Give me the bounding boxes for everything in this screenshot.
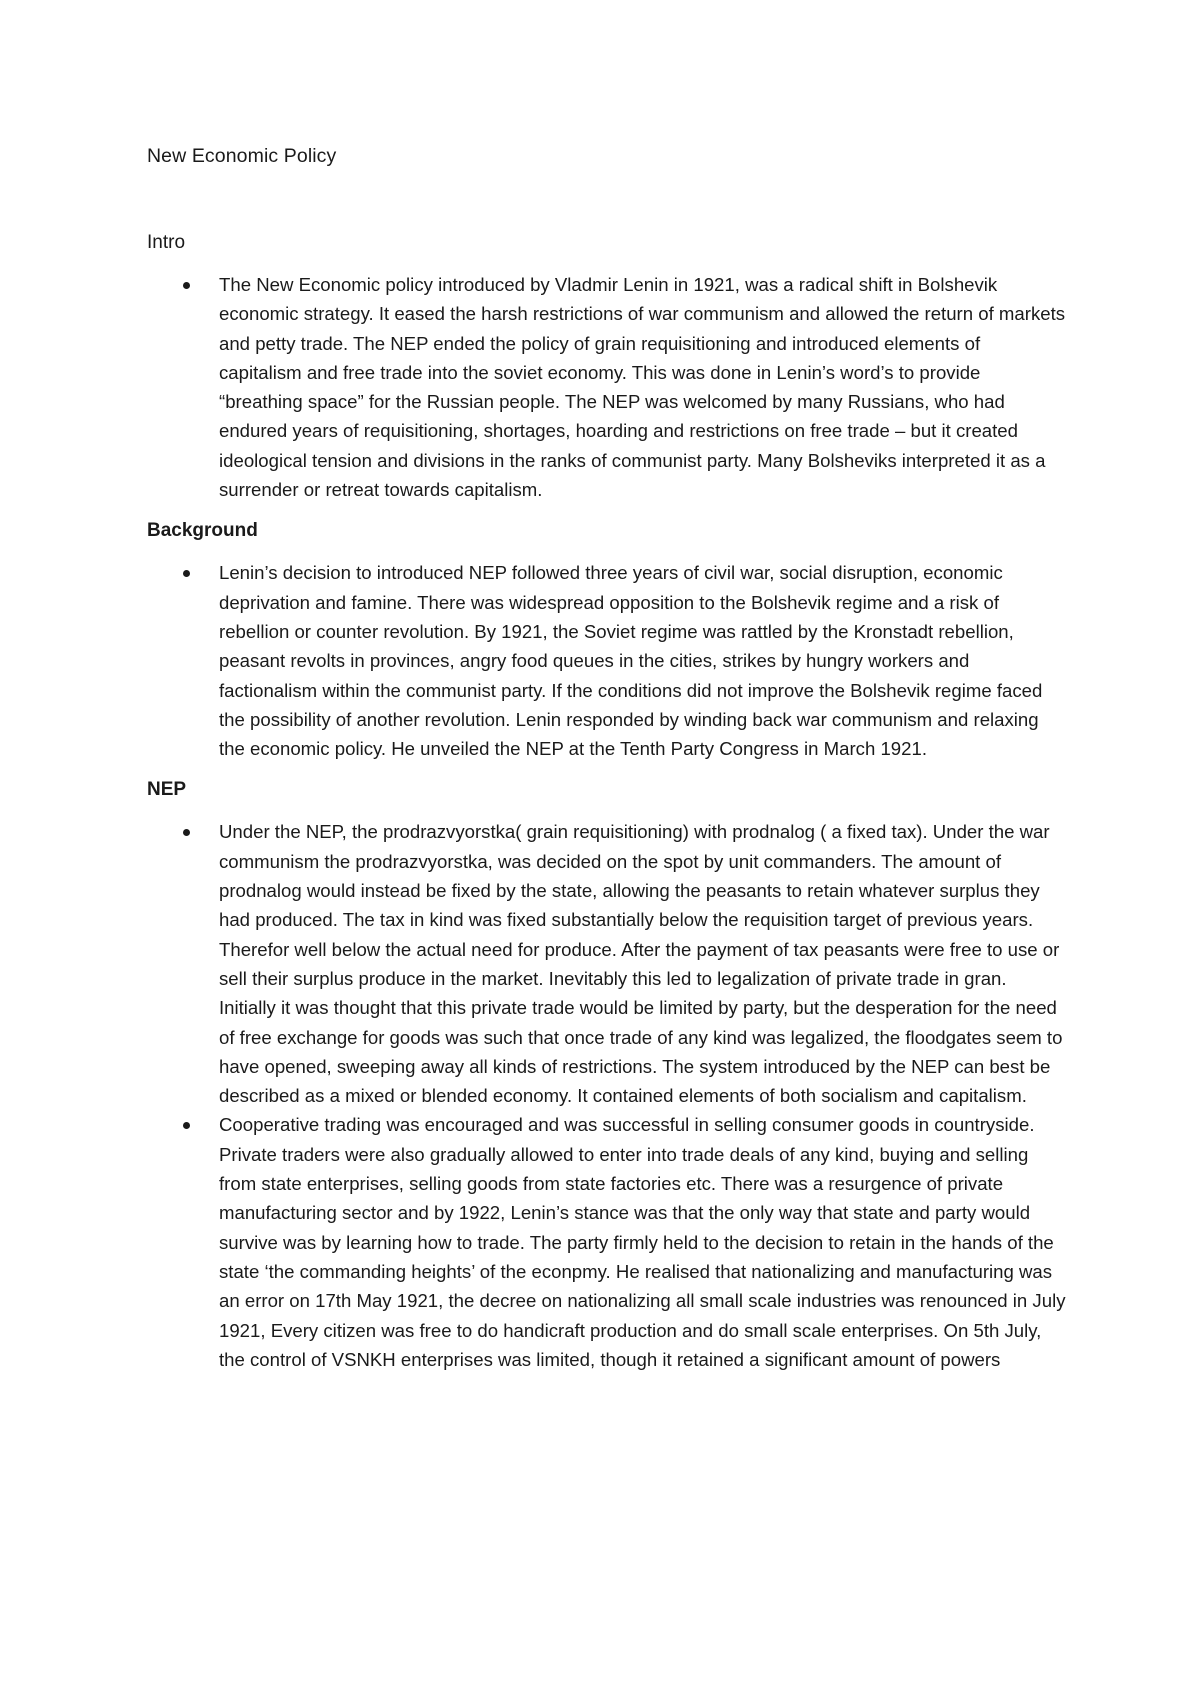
heading-nep: NEP [147, 779, 187, 801]
heading-background: Background [147, 520, 258, 542]
nep-paragraph-1: Under the NEP, the prodrazvyorstka( grain requisitioning) with prodnalog ( a fixed tax). Under the war communism the prodrazvyorstka, was decided on the spot by unit commanders. The amount of prodnalog would instead be fixed by the state, allowing the peasants to retain whatever surplus they had produced. The tax in kind was fixed substantially below the requisition target of previous years. Therefor well below the actual need for produce. After the payment of tax peasants were free to use or sell their surplus produce in the market. Inevitably this led to legalization of private trade in gran. Initially it was thought that this private trade would be limited by party, but the desperation for the need of free exchange for goods was such that once trade of any kind was legalized, the floodgates seem to have opened, sweeping away all kinds of restrictions. The system introduced by the NEP can best be described as a mixed or blended economy. It contained elements of both socialism and capitalism. [219, 821, 1063, 1107]
document-title: New Economic Policy [147, 145, 337, 167]
intro-bullet-list [147, 270, 1067, 504]
bullet-icon [183, 829, 190, 836]
intro-paragraph: The New Economic policy introduced by Vladmir Lenin in 1921, was a radical shift in Bolshevik economic strategy. It eased the harsh restrictions of war communism and allowed the return of markets and petty trade. The NEP ended the policy of grain requisitioning and introduced elements of capitalism and free trade into the soviet economy. This was done in Lenin’s word’s to provide “breathing space” for the Russian people. The NEP was welcomed by many Russians, who had endured years of requisitioning, shortages, hoarding and restrictions on free trade – but it created ideological tension and divisions in the ranks of communist party. Many Bolsheviks interpreted it as a surrender or retreat towards capitalism. [219, 274, 1066, 501]
document-body [147, 143, 1067, 1374]
nep-paragraph-2: Cooperative trading was encouraged and was successful in selling consumer goods in countryside. Private traders were also gradually allowed to enter into trade deals of any kind, buying and selling from state enterprises, selling goods from state factories etc. There was a resurgence of private manufacturing sector and by 1922, Lenin’s stance was that the only way that state and party would survive was by learning how to trade. The party firmly held to the decision to retain in the hands of the state ‘the commanding heights’ of the econpmy. He realised that nationalizing and manufacturing was an error on 17th May 1921, the decree on nationalizing all small scale industries was renounced in July 1921, Every citizen was free to do handicraft production and do small scale enterprises. On 5th July, the control of VSNKH enterprises was limited, though it retained a significant amount of powers [219, 1114, 1066, 1370]
list-item [147, 817, 1067, 1110]
bullet-icon [183, 1122, 190, 1129]
list-item [147, 1110, 1067, 1374]
list-item [147, 270, 1067, 504]
bullet-icon [183, 282, 190, 289]
background-bullet-list [147, 558, 1067, 763]
bullet-icon [183, 570, 190, 577]
nep-bullet-list [147, 817, 1067, 1374]
background-paragraph: Lenin’s decision to introduced NEP followed three years of civil war, social disruption, economic deprivation and famine. There was widespread opposition to the Bolshevik regime and a risk of rebellion or counter revolution. By 1921, the Soviet regime was rattled by the Kronstadt rebellion, peasant revolts in provinces, angry food queues in the cities, strikes by hungry workers and factionalism within the communist party. If the conditions did not improve the Bolshevik regime faced the possibility of another revolution. Lenin responded by winding back war communism and relaxing the economic policy. He unveiled the NEP at the Tenth Party Congress in March 1921. [219, 562, 1043, 760]
heading-intro: Intro [147, 232, 186, 253]
list-item [147, 558, 1067, 763]
